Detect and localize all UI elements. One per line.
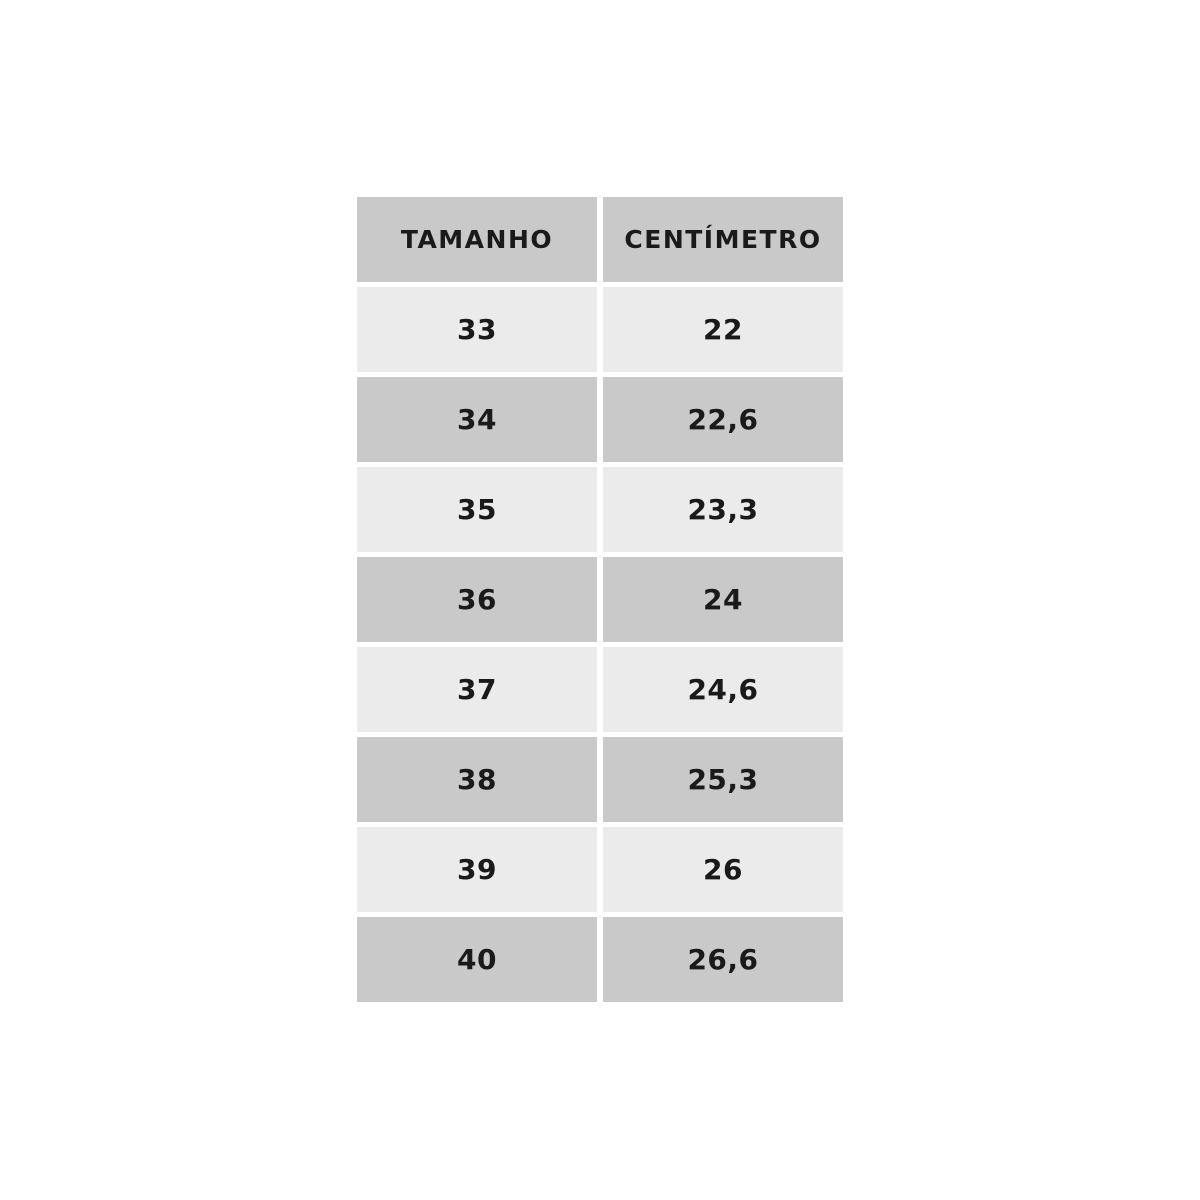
size-cell: 35 xyxy=(357,467,597,552)
column-header-centimetro: CENTÍMETRO xyxy=(603,197,843,282)
size-cell: 33 xyxy=(357,287,597,372)
centimeter-cell: 22 xyxy=(603,287,843,372)
size-cell: 40 xyxy=(357,917,597,1002)
centimeter-cell: 26,6 xyxy=(603,917,843,1002)
size-cell: 37 xyxy=(357,647,597,732)
size-conversion-table xyxy=(357,197,843,1002)
size-cell: 38 xyxy=(357,737,597,822)
centimeter-cell: 23,3 xyxy=(603,467,843,552)
centimeter-cell: 24 xyxy=(603,557,843,642)
column-header-tamanho: TAMANHO xyxy=(357,197,597,282)
size-cell: 39 xyxy=(357,827,597,912)
size-cell: 34 xyxy=(357,377,597,462)
centimeter-cell: 22,6 xyxy=(603,377,843,462)
centimeter-cell: 25,3 xyxy=(603,737,843,822)
centimeter-cell: 24,6 xyxy=(603,647,843,732)
size-cell: 36 xyxy=(357,557,597,642)
centimeter-cell: 26 xyxy=(603,827,843,912)
